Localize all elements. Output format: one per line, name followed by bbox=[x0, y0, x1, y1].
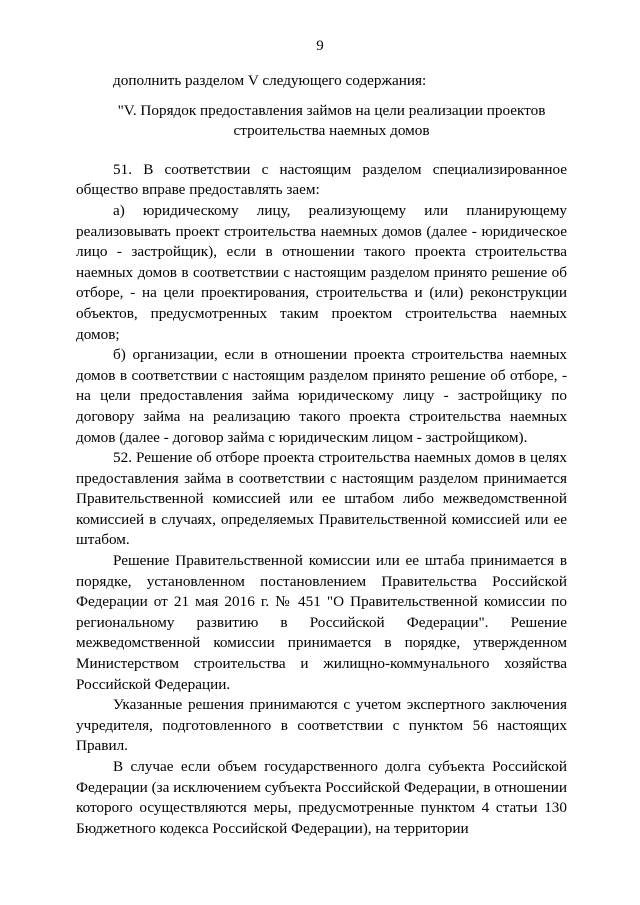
paragraph-52-decision: Решение Правительственной комиссии или ее штаба принимается в порядке, установленном постановлением Правительства Российской Федерации от 21 мая 2016 г. № 451 "О Правительственной комиссии по региональному развитию в Российской Федерации". Решение межведомственной комиссии принимается в порядке, утвержденном Министерством строительства и жилищно-коммунального хозяйства Российской Федерации. bbox=[76, 552, 567, 693]
paragraph-52: 52. Решение об отборе проекта строительства наемных домов в целях предоставления займа в соответствии с настоящим разделом принимается Правительственной комиссией или ее штабом либо межведомственной комиссией в случаях, определяемых Правительственной комиссией или ее штабом. bbox=[76, 449, 567, 549]
paragraph-51-a: а) юридическому лицу, реализующему или планирующему реализовывать проект строительства наемных домов (далее - юридическое лицо - застройщик), если в отношении такого проекта строительства наемных домов в соответствии с настоящим разделом принято решение об отборе, - на цели проектирования, строительства и (или) реконструкции объектов, предусмотренных таким проектом строительства наемных домов; bbox=[76, 201, 567, 343]
paragraph-52-debt: В случае если объем государственного долга субъекта Российской Федерации (за исключением субъекта Российской Федерации, в отношении которого осуществляются меры, предусмотренные пунктом 4 статьи 130 Бюджетного кодекса Российской Федерации), на территории bbox=[76, 758, 567, 837]
page-number: 9 bbox=[316, 38, 324, 54]
document-body bbox=[76, 71, 567, 839]
paragraph-51: 51. В соответствии с настоящим разделом специализированное общество вправе предоставлять заем: bbox=[76, 160, 567, 199]
paragraph-51-b: б) организации, если в отношении проекта строительства наемных домов в соответствии с настоящим разделом принято решение об отборе, - на цели предоставления займа юридическому лицу - застройщику по договору займа на реализацию такого проекта строительства наемных домов (далее - договор займа с юридическим лицом - застройщиком). bbox=[76, 346, 567, 446]
paragraph-52-expert: Указанные решения принимаются с учетом экспертного заключения учредителя, подготовленного в соответствии с пунктом 56 настоящих Правил. bbox=[76, 696, 567, 755]
paragraph-intro: дополнить разделом V следующего содержания: bbox=[113, 72, 427, 89]
section-title: "V. Порядок предоставления займов на цели реализации проектов строительства наемных домов bbox=[117, 101, 546, 140]
